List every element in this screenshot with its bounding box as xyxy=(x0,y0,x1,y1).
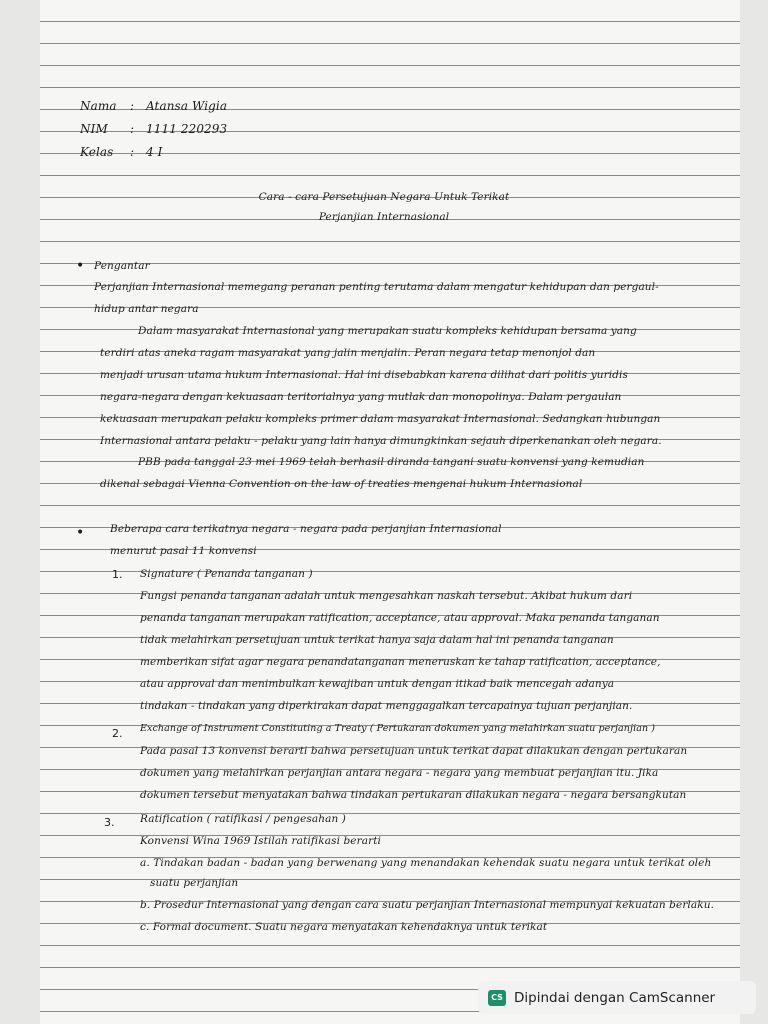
list-number: 1. xyxy=(112,568,123,581)
kelas-colon: : xyxy=(130,145,135,159)
nim-label: NIM xyxy=(80,122,108,136)
list-item-line: b. Prosedur Internasional yang dengan cara suatu perjanjian Internasional mempunyai kekuatan berlaku. xyxy=(140,899,715,911)
bullet-icon: • xyxy=(76,525,85,541)
list-item-line: dokumen yang melahirkan perjanjian antara negara - negara yang membuat perjanjian itu. Jika xyxy=(140,767,659,779)
section-subheading: menurut pasal 11 konvensi xyxy=(110,545,257,557)
list-item-line: Konvensi Wina 1969 Istilah ratifikasi berarti xyxy=(140,835,381,847)
section-heading: Beberapa cara terikatnya negara - negara pada perjanjian Internasional xyxy=(110,523,502,535)
paragraph-line: Dalam masyarakat Internasional yang merupakan suatu kompleks kehidupan bersama yang xyxy=(138,325,637,337)
list-item-line: penanda tanganan merupakan ratification, acceptance, atau approval. Maka penanda tanganan xyxy=(140,612,660,624)
list-item-line: atau approval dan menimbulkan kewajiban untuk dengan itikad baik mencegah adanya xyxy=(140,678,615,690)
nim-value: 1111 220293 xyxy=(146,122,228,136)
camscanner-text: Dipindai dengan CamScanner xyxy=(514,989,716,1006)
list-number: 3. xyxy=(104,816,115,829)
list-item-title: Exchange of Instrument Constituting a Treaty ( Pertukaran dokumen yang melahirkan suatu perjanjian ) xyxy=(140,723,656,734)
paragraph-line: Perjanjian Internasional memegang peranan penting terutama dalam mengatur kehidupan dan pergaul- xyxy=(94,281,659,293)
paragraph-line: menjadi urusan utama hukum Internasional. Hal ini disebabkan karena dilihat dari politis yuridis xyxy=(100,369,628,381)
list-item-line: dokumen tersebut menyatakan bahwa tindakan pertukaran dilakukan negara - negara bersangkutan xyxy=(140,789,687,801)
list-item-line: Fungsi penanda tanganan adalah untuk mengesahkan naskah tersebut. Akibat hukum dari xyxy=(140,590,633,602)
page-subtitle: Perjanjian Internasional xyxy=(318,211,450,223)
paragraph-line: Internasional antara pelaku - pelaku yang lain hanya dimungkinkan sejauh diperkenankan oleh negara. xyxy=(100,435,662,447)
list-item-line: a. Tindakan badan - badan yang berwenang yang menandakan kehendak suatu negara untuk terikat oleh xyxy=(140,857,712,869)
camscanner-icon: CS xyxy=(488,990,506,1006)
paragraph-line: negara-negara dengan kekuasaan teritorialnya yang mutlak dan monopolinya. Dalam pergaulan xyxy=(100,391,622,403)
camscanner-badge xyxy=(478,981,756,1014)
paragraph-line: kekuasaan merupakan pelaku kompleks primer dalam masyarakat Internasional. Sedangkan hubungan xyxy=(100,413,661,425)
list-item-line: tidak melahirkan persetujuan untuk terikat hanya saja dalam hal ini penanda tanganan xyxy=(140,634,614,646)
list-item-line: c. Formal document. Suatu negara menyatakan kehendaknya untuk terikat xyxy=(140,921,548,933)
section-heading: Pengantar xyxy=(94,260,150,272)
list-item-line: memberikan sifat agar negara penandatanganan meneruskan ke tahap ratification, acceptance, xyxy=(140,656,661,668)
kelas-value: 4 I xyxy=(146,145,163,159)
nim-colon: : xyxy=(130,122,135,136)
header-name-row xyxy=(80,99,740,113)
list-item-line: suatu perjanjian xyxy=(150,877,239,889)
name-value: Atansa Wigia xyxy=(146,99,228,113)
header-kelas-row xyxy=(80,145,740,159)
list-item-line: tindakan - tindakan yang diperkirakan dapat menggagalkan tercapainya tujuan perjanjian. xyxy=(140,700,633,712)
list-number: 2. xyxy=(112,727,123,740)
list-item-title: Ratification ( ratifikasi / pengesahan ) xyxy=(140,813,346,825)
paragraph-line: terdiri atas aneka ragam masyarakat yang jalin menjalin. Peran negara tetap menonjol dan xyxy=(100,347,596,359)
list-item-line: Pada pasal 13 konvensi berarti bahwa persetujuan untuk terikat dapat dilakukan dengan pertukaran xyxy=(140,745,688,757)
bullet-icon: • xyxy=(76,258,85,274)
paragraph-line: hidup antar negara xyxy=(94,303,199,315)
name-label: Nama xyxy=(80,99,117,113)
kelas-label: Kelas xyxy=(80,145,114,159)
paragraph-line: PBB pada tanggal 23 mei 1969 telah berhasil diranda tangani suatu konvensi yang kemudian xyxy=(138,456,645,468)
page-title: Cara - cara Persetujuan Negara Untuk Terikat xyxy=(258,191,510,203)
header-nim-row xyxy=(80,122,740,136)
paragraph-line: dikenal sebagai Vienna Convention on the law of treaties mengenai hukum Internasional xyxy=(100,478,583,490)
name-colon: : xyxy=(130,99,135,113)
list-item-title: Signature ( Penanda tanganan ) xyxy=(140,568,313,580)
